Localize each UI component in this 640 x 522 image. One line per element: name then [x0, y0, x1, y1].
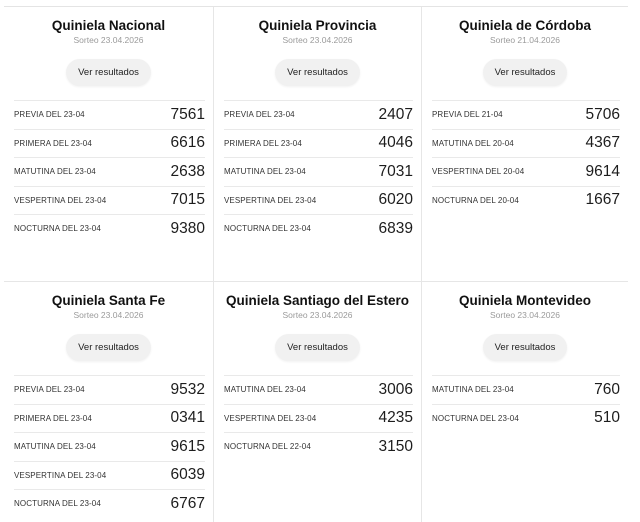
result-row: [14, 214, 205, 243]
draw-date: Sorteo 23.04.2026: [490, 310, 560, 320]
result-row: [432, 100, 620, 129]
draw-date: Sorteo 23.04.2026: [282, 310, 353, 320]
winning-number: 760: [594, 380, 620, 398]
result-row: [224, 404, 413, 433]
draw-label: MATUTINA DEL 23-04: [14, 442, 96, 452]
draw-label: MATUTINA DEL 23-04: [432, 385, 514, 395]
result-row: [224, 186, 413, 215]
results-list: [432, 375, 620, 432]
card-title: Quiniela Santa Fe: [51, 293, 166, 308]
result-row: [224, 129, 413, 158]
draw-label: VESPERTINA DEL 20-04: [432, 167, 525, 177]
result-row: [432, 375, 620, 404]
card-header: [422, 282, 628, 361]
result-row: [14, 404, 205, 433]
draw-label: PRIMERA DEL 23-04: [224, 138, 302, 148]
winning-number: 9614: [585, 162, 620, 180]
winning-number: 6039: [170, 466, 205, 484]
result-row: [14, 186, 205, 215]
winning-number: 6616: [170, 134, 205, 152]
draw-label: NOCTURNA DEL 23-04: [14, 499, 101, 509]
results-list: [224, 100, 413, 243]
winning-number: 1667: [585, 191, 620, 209]
lottery-card: [4, 281, 213, 522]
card-header: [214, 7, 421, 86]
draw-label: MATUTINA DEL 23-04: [224, 385, 306, 395]
result-row: [14, 489, 205, 518]
draw-label: NOCTURNA DEL 23-04: [14, 224, 101, 234]
card-header: [4, 7, 213, 86]
draw-label: VESPERTINA DEL 23-04: [14, 195, 107, 205]
winning-number: 3006: [378, 380, 413, 398]
result-row: [14, 100, 205, 129]
card-header: [4, 282, 213, 361]
draw-date: Sorteo 23.04.2026: [73, 35, 144, 45]
draw-date: Sorteo 23.04.2026: [282, 35, 353, 45]
results-list: [432, 100, 620, 214]
winning-number: 9380: [170, 219, 205, 237]
lottery-card: [421, 281, 628, 522]
draw-label: PREVIA DEL 21-04: [432, 110, 503, 120]
lottery-card: [213, 7, 421, 281]
winning-number: 7031: [378, 162, 413, 180]
view-results-button[interactable]: Ver resultados: [275, 334, 360, 361]
winning-number: 510: [594, 409, 620, 427]
draw-label: NOCTURNA DEL 22-04: [224, 442, 311, 452]
draw-label: VESPERTINA DEL 23-04: [224, 413, 317, 423]
result-row: [224, 375, 413, 404]
result-row: [224, 100, 413, 129]
draw-label: NOCTURNA DEL 23-04: [224, 224, 311, 234]
result-row: [14, 461, 205, 490]
draw-date: Sorteo 21.04.2026: [490, 35, 560, 45]
view-results-button[interactable]: Ver resultados: [483, 334, 568, 361]
draw-label: PREVIA DEL 23-04: [14, 385, 85, 395]
result-row: [14, 129, 205, 158]
draw-label: PREVIA DEL 23-04: [14, 110, 85, 120]
winning-number: 2638: [170, 162, 205, 180]
card-title: Quiniela Santiago del Estero: [225, 293, 410, 308]
result-row: [432, 186, 620, 215]
result-row: [14, 157, 205, 186]
winning-number: 6839: [378, 219, 413, 237]
results-list: [14, 100, 205, 243]
draw-label: MATUTINA DEL 23-04: [224, 167, 306, 177]
result-row: [224, 214, 413, 243]
card-header: [422, 7, 628, 86]
draw-label: NOCTURNA DEL 20-04: [432, 195, 519, 205]
draw-label: VESPERTINA DEL 23-04: [224, 195, 317, 205]
draw-label: NOCTURNA DEL 23-04: [432, 413, 519, 423]
lottery-cards-grid: [4, 7, 628, 522]
result-row: [224, 432, 413, 461]
draw-label: PREVIA DEL 23-04: [224, 110, 295, 120]
winning-number: 6767: [170, 494, 205, 512]
view-results-button[interactable]: Ver resultados: [66, 334, 151, 361]
draw-label: PRIMERA DEL 23-04: [14, 413, 92, 423]
winning-number: 7015: [170, 191, 205, 209]
winning-number: 4235: [378, 409, 413, 427]
result-row: [14, 432, 205, 461]
card-title: Quiniela Provincia: [258, 18, 377, 33]
result-row: [432, 129, 620, 158]
winning-number: 9532: [170, 380, 205, 398]
card-title: Quiniela Montevideo: [458, 293, 591, 308]
winning-number: 0341: [170, 409, 205, 427]
draw-label: VESPERTINA DEL 23-04: [14, 470, 107, 480]
lottery-card: [421, 7, 628, 281]
winning-number: 7561: [170, 105, 205, 123]
card-title: Quiniela de Córdoba: [458, 18, 591, 33]
result-row: [14, 375, 205, 404]
draw-label: MATUTINA DEL 23-04: [14, 167, 96, 177]
winning-number: 2407: [378, 105, 413, 123]
result-row: [432, 404, 620, 433]
view-results-button[interactable]: Ver resultados: [483, 59, 568, 86]
lottery-card: [213, 281, 421, 522]
winning-number: 4046: [378, 134, 413, 152]
card-header: [214, 282, 421, 361]
results-list: [14, 375, 205, 518]
draw-label: PRIMERA DEL 23-04: [14, 138, 92, 148]
draw-label: MATUTINA DEL 20-04: [432, 138, 514, 148]
card-title: Quiniela Nacional: [51, 18, 166, 33]
view-results-button[interactable]: Ver resultados: [66, 59, 151, 86]
winning-number: 5706: [585, 105, 620, 123]
lottery-card: [4, 7, 213, 281]
results-list: [224, 375, 413, 461]
result-row: [432, 157, 620, 186]
winning-number: 6020: [378, 191, 413, 209]
view-results-button[interactable]: Ver resultados: [275, 59, 360, 86]
winning-number: 3150: [378, 437, 413, 455]
result-row: [224, 157, 413, 186]
draw-date: Sorteo 23.04.2026: [73, 310, 144, 320]
winning-number: 4367: [585, 134, 620, 152]
winning-number: 9615: [170, 437, 205, 455]
